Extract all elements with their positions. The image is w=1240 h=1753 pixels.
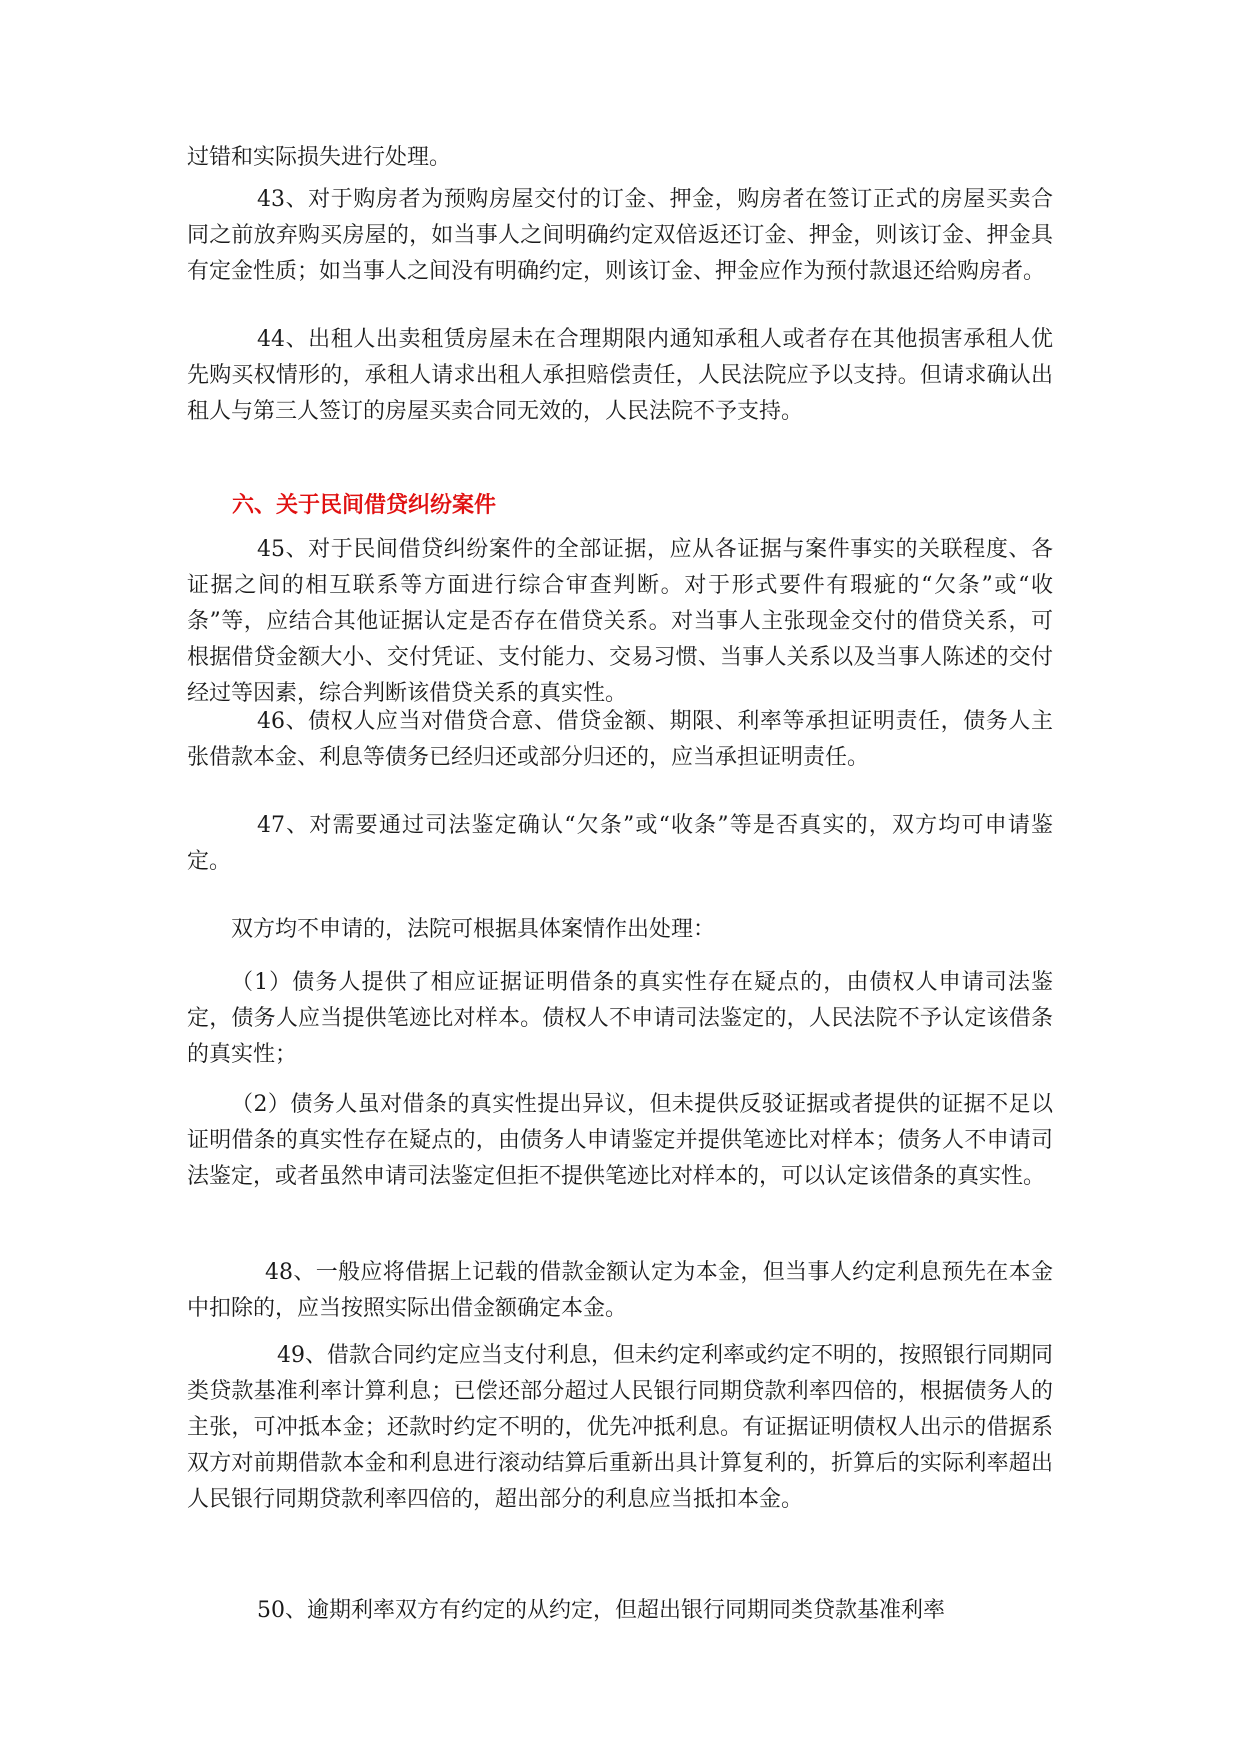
- paragraph-44: 44、出租人出卖租赁房屋未在合理期限内通知承租人或者存在其他损害承租人优先购买权情形的，承租人请求出租人承担赔偿责任，人民法院应予以支持。但请求确认出租人与第三人签订的房屋买卖合同无效的，人民法院不予支持。: [187, 327, 1053, 424]
- paragraph-no-application: 双方均不申请的，法院可根据具体案情作出处理：: [231, 917, 716, 942]
- paragraph-47: 47、对需要通过司法鉴定确认“欠条”或“收条”等是否真实的，双方均可申请鉴定。: [187, 813, 1053, 874]
- paragraph-49: 49、借款合同约定应当支付利息，但未约定利率或约定不明的，按照银行同期同类贷款基准利率计算利息；已偿还部分超过人民银行同期贷款利率四倍的，根据债务人的主张，可冲抵本金；还款时约定不明的，优先冲抵利息。有证据证明债权人出示的借据系双方对前期借款本金和利息进行滚动结算后重新出具计算复利的，折算后的实际利率超出人民银行同期贷款利率四倍的，超出部分的利息应当抵扣本金。: [187, 1343, 1053, 1512]
- paragraph-43: 43、对于购房者为预购房屋交付的订金、押金，购房者在签订正式的房屋买卖合同之前放弃购买房屋的，如当事人之间明确约定双倍返还订金、押金，则该订金、押金具有定金性质；如当事人之间没有明确约定，则该订金、押金应作为预付款退还给购房者。: [187, 187, 1053, 284]
- paragraph-continuation: 过错和实际损失进行处理。: [187, 145, 452, 170]
- paragraph-50: 50、逾期利率双方有约定的从约定，但超出银行同期同类贷款基准利率: [257, 1598, 945, 1623]
- paragraph-48: 48、一般应将借据上记载的借款金额认定为本金，但当事人约定利息预先在本金中扣除的，应当按照实际出借金额确定本金。: [187, 1260, 1053, 1321]
- paragraph-item-2: （2）债务人虽对借条的真实性提出异议，但未提供反驳证据或者提供的证据不足以证明借条的真实性存在疑点的，由债务人申请鉴定并提供笔迹比对样本；债务人不申请司法鉴定，或者虽然申请司法鉴定但拒不提供笔迹比对样本的，可以认定该借条的真实性。: [187, 1092, 1053, 1189]
- paragraph-item-1: （1）债务人提供了相应证据证明借条的真实性存在疑点的，由债权人申请司法鉴定，债务人应当提供笔迹比对样本。债权人不申请司法鉴定的，人民法院不予认定该借条的真实性；: [187, 970, 1053, 1067]
- paragraph-45: 45、对于民间借贷纠纷案件的全部证据，应从各证据与案件事实的关联程度、各证据之间的相互联系等方面进行综合审查判断。对于形式要件有瑕疵的“欠条”或“收条”等，应结合其他证据认定是否存在借贷关系。对当事人主张现金交付的借贷关系，可根据借贷金额大小、交付凭证、支付能力、交易习惯、当事人关系以及当事人陈述的交付经过等因素，综合判断该借贷关系的真实性。: [187, 537, 1053, 706]
- section-heading: 六、关于民间借贷纠纷案件: [232, 493, 497, 518]
- paragraph-46: 46、债权人应当对借贷合意、借贷金额、期限、利率等承担证明责任，债务人主张借款本金、利息等债务已经归还或部分归还的，应当承担证明责任。: [187, 709, 1053, 770]
